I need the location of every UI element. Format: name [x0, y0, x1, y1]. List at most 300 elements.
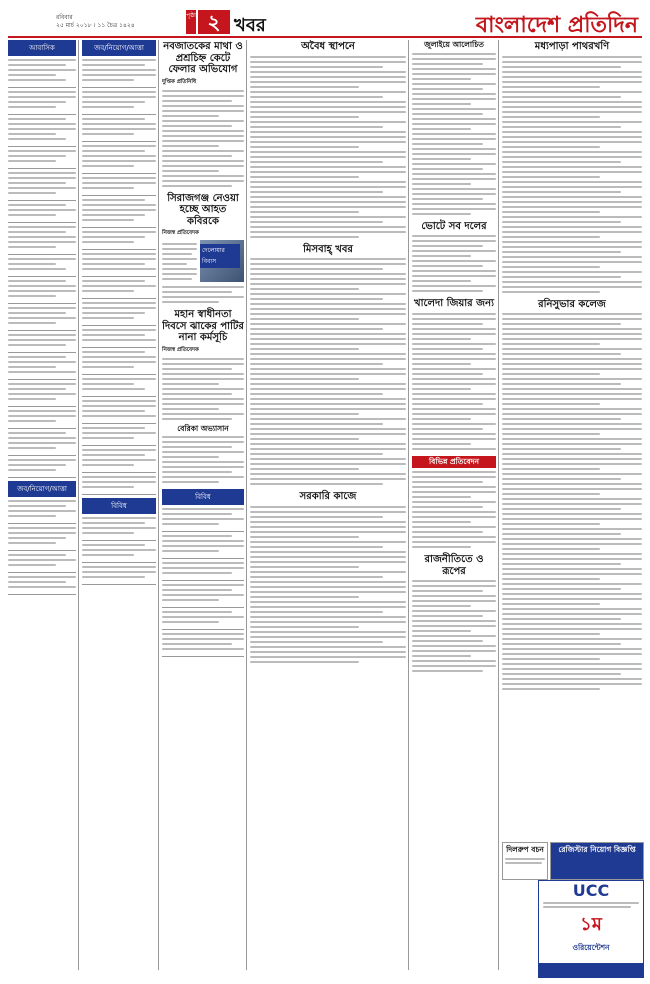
- text-line: [502, 638, 642, 640]
- text-line: [162, 278, 192, 280]
- text-line: [82, 554, 134, 556]
- text-line: [82, 199, 145, 201]
- text-line: [162, 446, 232, 448]
- text-line: [502, 111, 642, 113]
- text-line: [502, 528, 642, 530]
- text-line: [82, 133, 134, 135]
- text-line: [82, 302, 156, 304]
- text-line: [250, 423, 383, 425]
- text-line: [82, 209, 156, 211]
- classified-ad: [8, 258, 76, 277]
- text-line: [250, 551, 406, 553]
- classified-ad: [82, 400, 156, 424]
- text-line: [502, 673, 621, 675]
- text-line: [162, 471, 232, 473]
- text-line: [250, 318, 359, 320]
- text-line: [8, 500, 76, 502]
- text-line: [8, 361, 76, 363]
- story-headline: সরকারি কাজে: [299, 491, 357, 502]
- text-line: [412, 615, 483, 617]
- classified-ad: [8, 500, 76, 524]
- text-line: [250, 581, 406, 583]
- text-line: [8, 515, 56, 517]
- text-line: [502, 518, 642, 520]
- text-line: [502, 246, 642, 248]
- text-line: [82, 415, 156, 417]
- classified-ad: [8, 410, 76, 429]
- text-line: [412, 63, 483, 65]
- text-line: [412, 423, 496, 425]
- text-line: [250, 661, 359, 663]
- text-line: [82, 182, 156, 184]
- text-line: [250, 96, 383, 98]
- text-line: [250, 611, 383, 613]
- text-line: [412, 438, 496, 440]
- text-line: [412, 486, 496, 488]
- text-line: [412, 153, 496, 155]
- text-line: [250, 636, 406, 638]
- classified-ad: [8, 59, 76, 88]
- text-line: [502, 558, 642, 560]
- story-photo: [200, 240, 244, 282]
- text-line: [502, 343, 600, 345]
- text-line: [8, 393, 76, 395]
- text-line: [8, 285, 76, 287]
- text-line: [502, 261, 642, 263]
- text-line: [82, 532, 134, 534]
- text-line: [250, 536, 359, 538]
- text-line: [8, 388, 66, 390]
- text-line: [162, 518, 244, 520]
- text-line: [250, 541, 406, 543]
- text-line: [162, 393, 232, 395]
- text-line: [412, 471, 496, 473]
- text-line: [82, 383, 134, 385]
- text-line: [412, 333, 496, 335]
- text-line: [502, 598, 642, 600]
- header-date: ২৫ মার্চ ২০১৮ । ১১ চৈত্র ১৪২৪: [56, 22, 135, 29]
- text-line: [250, 81, 406, 83]
- text-line: [82, 437, 134, 439]
- news-column-3: [162, 38, 244, 978]
- text-line: [250, 176, 359, 178]
- text-line: [162, 523, 219, 525]
- classified-ad: [82, 329, 156, 348]
- text-line: [82, 459, 156, 461]
- text-line: [412, 208, 496, 210]
- text-line: [82, 214, 145, 216]
- text-line: [412, 118, 496, 120]
- text-line: [162, 105, 244, 107]
- classified-ad: [8, 307, 76, 331]
- classified-heading: বিবিধ: [82, 498, 156, 514]
- header-day: রবিবার: [56, 14, 73, 21]
- text-line: [250, 121, 406, 123]
- text-line: [412, 363, 471, 365]
- text-line: [412, 388, 471, 390]
- text-line: [8, 339, 76, 341]
- text-line: [502, 513, 642, 515]
- text-line: [250, 186, 406, 188]
- classified-ad: [8, 432, 76, 456]
- text-line: [250, 313, 406, 315]
- text-line: [502, 653, 642, 655]
- text-line: [412, 516, 496, 518]
- text-line: [250, 263, 406, 265]
- text-line: [502, 116, 600, 118]
- text-line: [250, 66, 383, 68]
- column-divider: [408, 40, 409, 970]
- classified-ad: [82, 476, 156, 495]
- text-line: [250, 413, 359, 415]
- text-line: [162, 145, 219, 147]
- text-line: [8, 187, 76, 189]
- text-line: [502, 443, 642, 445]
- text-line: [412, 198, 483, 200]
- text-line: [8, 447, 56, 449]
- text-line: [412, 660, 496, 662]
- text-line: [82, 285, 156, 287]
- classified-ad: [82, 253, 156, 277]
- text-line: [250, 156, 406, 158]
- text-line: [502, 418, 621, 420]
- text-line: [162, 165, 244, 167]
- text-line: [162, 461, 244, 463]
- text-line: [8, 559, 76, 561]
- text-line: [502, 568, 642, 570]
- text-line: [412, 323, 483, 325]
- text-line: [8, 128, 76, 130]
- text-line: [412, 265, 483, 267]
- text-line: [250, 191, 383, 193]
- text-line: [82, 361, 156, 363]
- story-headline: ভোটে সব দলের: [421, 220, 487, 232]
- text-line: [250, 408, 406, 410]
- text-line: [502, 608, 642, 610]
- text-line: [412, 408, 496, 410]
- text-line: [162, 301, 219, 303]
- text-line: [250, 216, 406, 218]
- text-line: [162, 115, 219, 117]
- story-headline: মহান স্বাধীনতা দিবসে ঝাকের পাটির নানা কর্মসূচি: [162, 309, 244, 343]
- text-line: [250, 526, 406, 528]
- text-line: [162, 383, 219, 385]
- text-line: [412, 605, 471, 607]
- text-line: [162, 643, 232, 645]
- text-line: [502, 483, 642, 485]
- text-line: [250, 211, 359, 213]
- text-line: [8, 236, 76, 238]
- text-line: [162, 466, 244, 468]
- text-line: [250, 626, 359, 628]
- text-line: [412, 536, 496, 538]
- text-line: [82, 160, 156, 162]
- text-line: [412, 173, 496, 175]
- text-line: [412, 213, 471, 215]
- text-line: [82, 155, 156, 157]
- text-line: [162, 545, 244, 547]
- text-line: [82, 150, 145, 152]
- text-line: [250, 458, 406, 460]
- text-line: [412, 655, 471, 657]
- text-line: [8, 322, 56, 324]
- text-line: [82, 64, 145, 66]
- story-byline: নিজস্ব প্রতিবেদক: [162, 230, 199, 236]
- text-line: [162, 540, 244, 542]
- text-line: [8, 469, 56, 471]
- text-line: [250, 111, 406, 113]
- text-line: [412, 418, 471, 420]
- text-line: [412, 163, 496, 165]
- text-line: [250, 601, 406, 603]
- classified-ad: [8, 527, 76, 551]
- text-line: [412, 526, 496, 528]
- text-line: [8, 231, 66, 233]
- text-line: [502, 593, 642, 595]
- text-line: [412, 328, 496, 330]
- text-line: [250, 91, 406, 93]
- classified-ad: [82, 231, 156, 250]
- classified-ad: [82, 118, 156, 142]
- story-headline: অবৈধ স্থাপনে: [301, 41, 355, 52]
- text-line: [8, 437, 76, 439]
- text-line: [412, 481, 483, 483]
- text-line: [8, 317, 76, 319]
- text-line: [502, 333, 642, 335]
- text-line: [412, 343, 496, 345]
- column-divider: [158, 40, 159, 970]
- text-line: [502, 176, 600, 178]
- text-line: [250, 348, 359, 350]
- text-line: [162, 513, 232, 515]
- text-line: [412, 73, 496, 75]
- text-line: [412, 58, 496, 60]
- text-line: [8, 564, 56, 566]
- text-line: [250, 621, 406, 623]
- text-line: [502, 291, 600, 293]
- text-line: [82, 334, 145, 336]
- text-line: [8, 79, 66, 81]
- text-line: [250, 641, 383, 643]
- text-line: [82, 204, 156, 206]
- column-divider: [246, 40, 247, 970]
- text-line: [82, 312, 145, 314]
- text-line: [8, 150, 76, 152]
- text-line: [8, 542, 56, 544]
- text-line: [162, 436, 244, 438]
- text-line: [162, 120, 244, 122]
- text-line: [412, 541, 496, 543]
- text-line: [250, 428, 406, 430]
- classified-ad: [82, 302, 156, 326]
- text-line: [250, 438, 359, 440]
- text-line: [412, 625, 496, 627]
- classified-heading: আবাসিক: [8, 40, 76, 56]
- text-line: [412, 270, 496, 272]
- text-line: [8, 366, 56, 368]
- text-line: [502, 241, 642, 243]
- text-line: [502, 141, 642, 143]
- text-line: [502, 393, 642, 395]
- text-line: [82, 123, 156, 125]
- news-column-5: [412, 38, 496, 978]
- text-line: [8, 334, 76, 336]
- text-line: [412, 148, 496, 150]
- text-line: [8, 160, 56, 162]
- text-line: [8, 383, 76, 385]
- text-line: [250, 328, 383, 330]
- news-column-4: [250, 38, 406, 978]
- text-line: [82, 263, 145, 265]
- text-line: [8, 246, 56, 248]
- text-line: [250, 468, 359, 470]
- text-line: [412, 158, 471, 160]
- text-line: [250, 136, 406, 138]
- text-line: [162, 273, 197, 275]
- text-line: [502, 266, 600, 268]
- text-line: [8, 410, 76, 412]
- text-line: [502, 151, 642, 153]
- classified-ad: [162, 633, 244, 657]
- text-line: [8, 554, 66, 556]
- ucc-rank: ১ম: [580, 914, 602, 935]
- text-line: [162, 388, 244, 390]
- text-line: [250, 171, 406, 173]
- text-line: [250, 388, 406, 390]
- text-line: [412, 313, 496, 315]
- text-line: [412, 78, 471, 80]
- text-line: [412, 665, 496, 667]
- text-line: [82, 464, 134, 466]
- text-line: [502, 588, 621, 590]
- text-line: [250, 76, 406, 78]
- text-line: [250, 546, 383, 548]
- story-byline: নিজস্ব প্রতিবেদক: [162, 346, 199, 353]
- text-line: [162, 268, 197, 270]
- text-line: [8, 155, 66, 157]
- text-line: [502, 136, 642, 138]
- text-line: [502, 603, 600, 605]
- text-line: [412, 240, 496, 242]
- text-line: [412, 113, 483, 115]
- text-line: [162, 413, 244, 415]
- text-line: [82, 432, 156, 434]
- text-line: [412, 595, 496, 597]
- text-line: [162, 248, 197, 250]
- text-line: [412, 610, 496, 612]
- text-line: [82, 241, 134, 243]
- classified-heading: জব/নিয়োগ/আত্তা: [82, 40, 156, 56]
- text-line: [412, 348, 483, 350]
- text-line: [502, 313, 642, 315]
- text-line: [250, 571, 406, 573]
- text-line: [8, 532, 76, 534]
- text-line: [502, 276, 621, 278]
- text-line: [162, 363, 244, 365]
- text-line: [502, 463, 642, 465]
- text-line: [250, 71, 406, 73]
- text-line: [502, 383, 621, 385]
- text-line: [82, 449, 156, 451]
- text-line: [250, 278, 406, 280]
- text-line: [250, 631, 406, 633]
- text-line: [8, 182, 66, 184]
- text-line: [250, 511, 406, 513]
- text-line: [8, 398, 56, 400]
- text-line: [250, 403, 406, 405]
- text-line: [412, 506, 483, 508]
- notice-box: [550, 842, 644, 880]
- text-line: [502, 553, 642, 555]
- text-line: [8, 209, 76, 211]
- text-line: [412, 413, 496, 415]
- text-line: [8, 586, 76, 588]
- text-line: [82, 106, 134, 108]
- text-line: [502, 206, 642, 208]
- text-line: [82, 118, 145, 120]
- text-line: [82, 236, 145, 238]
- text-line: [162, 481, 219, 483]
- text-line: [412, 193, 496, 195]
- text-line: [250, 531, 406, 533]
- text-line: [502, 358, 642, 360]
- text-line: [502, 498, 642, 500]
- text-line: [502, 186, 642, 188]
- text-line: [502, 648, 642, 650]
- text-line: [502, 338, 642, 340]
- text-line: [543, 906, 631, 908]
- text-line: [543, 902, 639, 904]
- text-line: [82, 576, 145, 578]
- text-line: [82, 571, 156, 573]
- classified-ad: [82, 177, 156, 196]
- text-line: [502, 618, 621, 620]
- text-line: [502, 281, 642, 283]
- text-line: [412, 108, 496, 110]
- classified-ad: [8, 280, 76, 304]
- text-line: [8, 177, 76, 179]
- classified-ad: [82, 199, 156, 228]
- text-line: [82, 405, 156, 407]
- text-line: [162, 135, 244, 137]
- text-line: [250, 393, 383, 395]
- text-line: [502, 508, 621, 510]
- text-line: [162, 567, 244, 569]
- text-line: [502, 81, 642, 83]
- classified-ad: [82, 566, 156, 585]
- text-line: [250, 201, 406, 203]
- text-line: [8, 258, 76, 260]
- text-line: [502, 318, 642, 320]
- text-line: [412, 645, 496, 647]
- text-line: [162, 508, 244, 510]
- text-line: [8, 295, 56, 297]
- text-line: [505, 862, 542, 864]
- text-line: [502, 171, 642, 173]
- text-line: [162, 403, 244, 405]
- text-line: [82, 366, 134, 368]
- text-line: [412, 620, 496, 622]
- news-column-6: [502, 38, 642, 878]
- story-headline: খালেদা জিয়ার জন্য: [414, 298, 494, 310]
- text-line: [162, 451, 244, 453]
- column-divider: [78, 40, 79, 970]
- text-line: [162, 378, 244, 380]
- text-line: [502, 231, 642, 233]
- text-line: [162, 550, 219, 552]
- text-line: [162, 611, 232, 613]
- text-line: [250, 298, 383, 300]
